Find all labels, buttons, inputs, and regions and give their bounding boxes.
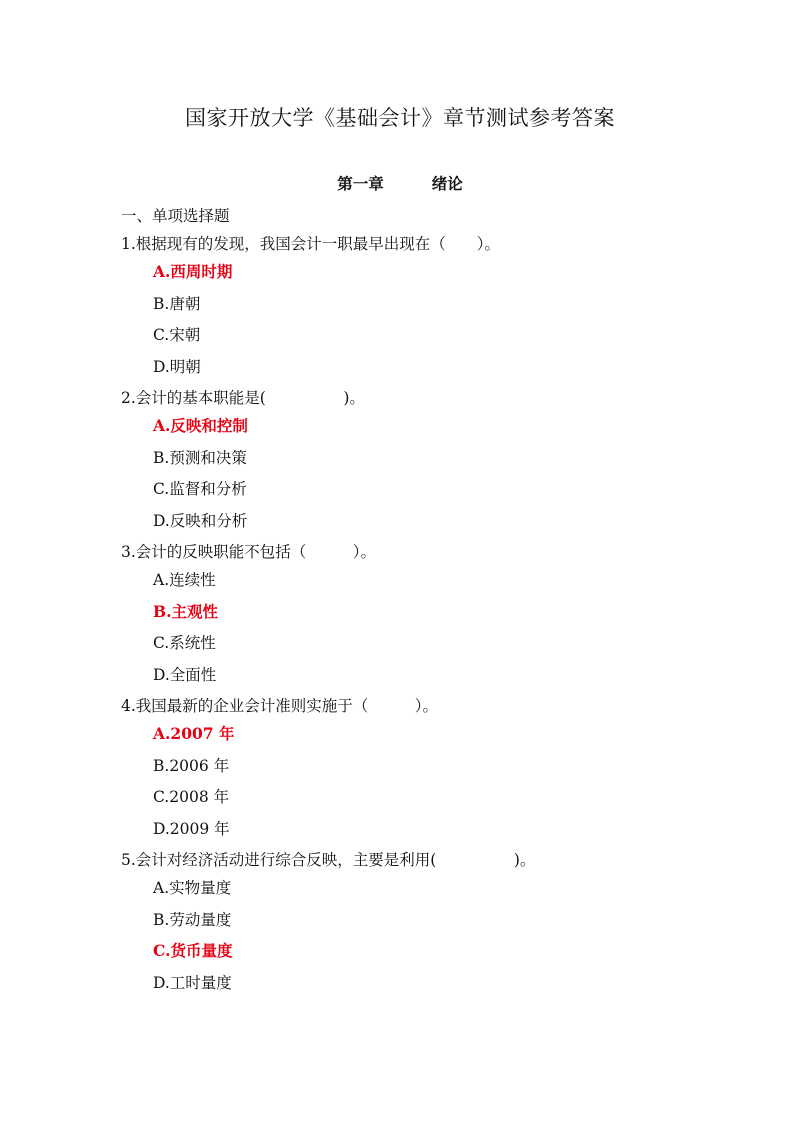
option-d: D.全面性 bbox=[153, 665, 217, 684]
question-4 bbox=[121, 694, 761, 848]
option-c: C.系统性 bbox=[153, 634, 216, 652]
option-c: C.货币量度 bbox=[153, 941, 233, 960]
option-d: D.工时量度 bbox=[153, 973, 232, 992]
option-d: D.明朝 bbox=[153, 357, 201, 376]
question-2 bbox=[121, 386, 761, 540]
option-a: A.反映和控制 bbox=[153, 416, 248, 435]
question-text: 4.我国最新的企业会计准则实施于（ ）。 bbox=[121, 697, 439, 715]
question-text: 2.会计的基本职能是( )。 bbox=[121, 389, 365, 407]
section-heading: 一、单项选择题 bbox=[121, 207, 230, 225]
option-c: C.宋朝 bbox=[153, 326, 201, 344]
question-list bbox=[121, 232, 761, 1002]
option-a: A.西周时期 bbox=[153, 262, 233, 281]
document-title: 国家开放大学《基础会计》章节测试参考答案 bbox=[185, 106, 615, 130]
option-b: B.2006 年 bbox=[153, 756, 230, 775]
option-b: B.劳动量度 bbox=[153, 910, 232, 929]
chapter-number: 第一章 bbox=[337, 174, 384, 193]
chapter-name: 绪论 bbox=[431, 174, 463, 193]
option-b: B.预测和决策 bbox=[153, 448, 247, 467]
chapter-heading bbox=[0, 172, 800, 196]
question-text: 5.会计对经济活动进行综合反映，主要是利用( )。 bbox=[121, 851, 536, 869]
question-text: 3.会计的反映职能不包括（ ）。 bbox=[121, 543, 377, 561]
option-a: A.2007 年 bbox=[153, 724, 235, 743]
option-a: A.连续性 bbox=[153, 571, 216, 589]
option-c: C.监督和分析 bbox=[153, 480, 247, 498]
option-d: D.2009 年 bbox=[153, 819, 230, 838]
option-b: B.唐朝 bbox=[153, 294, 201, 313]
question-text: 1.根据现有的发现，我国会计一职最早出现在（ ）。 bbox=[121, 235, 501, 253]
option-c: C.2008 年 bbox=[153, 788, 230, 806]
question-5 bbox=[121, 848, 761, 1002]
option-a: A.实物量度 bbox=[153, 879, 232, 897]
question-3 bbox=[121, 540, 761, 694]
option-d: D.反映和分析 bbox=[153, 511, 248, 530]
option-b: B.主观性 bbox=[153, 601, 218, 621]
question-1 bbox=[121, 232, 761, 386]
